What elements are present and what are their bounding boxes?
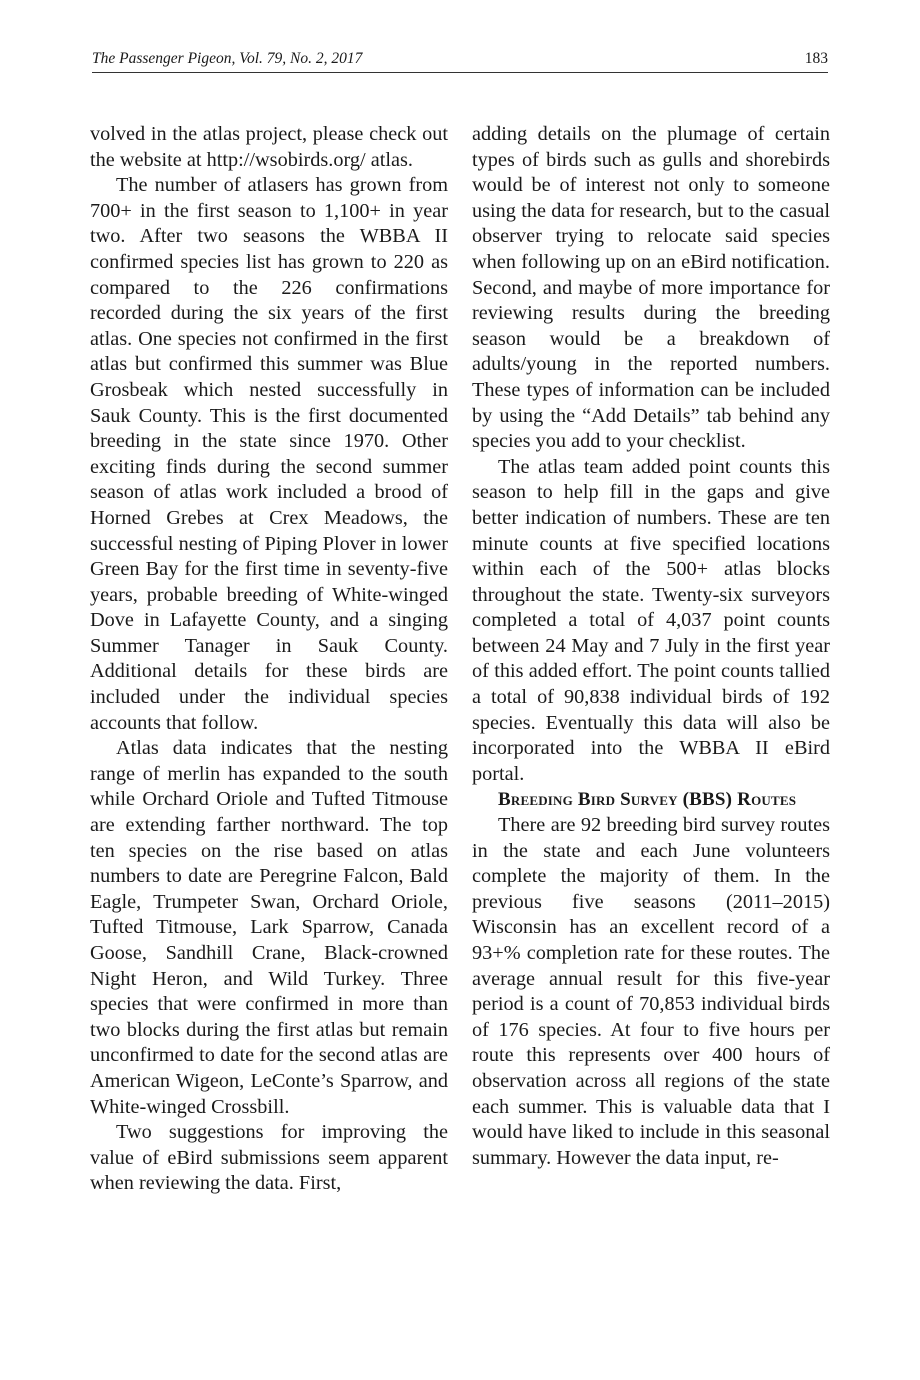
journal-citation: The Passenger Pigeon, Vol. 79, No. 2, 2017: [92, 50, 363, 67]
left-paragraph-1: volved in the atlas project, please check out the website at http://wsobirds.org/ atlas.: [90, 123, 448, 171]
right-paragraph-1: adding details on the plumage of certain types of birds such as gulls and shorebirds would be of interest not only to someone using the data for research, but to the casual observer trying to relocate said species when following up on an eBird notification. Second, and maybe of more importance for reviewing results during the breeding season would be a breakdown of adults/young in the reported numbers. These types of information can be included by using the “Add Details” tab behind any species you add to your checklist.: [472, 123, 830, 453]
right-paragraph-3: There are 92 breeding bird survey routes in the state and each June volunteers complete the majority of them. In the previous five seasons (2011–2015) Wisconsin has an excellent record of a 93+% completion rate for these routes. The average annual result for this five-year period is a count of 70,853 individual birds of 176 species. At four to five hours per route this represents over 400 hours of observation across all regions of the state each summer. This is valuable data that I would have liked to include in this seasonal summary. However the data input, re-: [472, 814, 830, 1169]
running-header: [92, 50, 828, 73]
section-heading-text: Breeding Bird Survey (BBS) Routes: [498, 789, 797, 811]
left-column: [90, 122, 448, 1197]
page-number: 183: [804, 50, 828, 67]
left-paragraph-2: The number of atlasers has grown from 700+ in the first season to 1,100+ in year two. After two seasons the WBBA II confirmed species list has grown to 220 as compared to the 226 confirmations recorded during the six years of the first atlas. One species not confirmed in the first atlas but confirmed this summer was Blue Grosbeak which nested successfully in Sauk County. This is the first documented breeding in the state since 1970. Other exciting finds during the second summer season of atlas work included a brood of Horned Grebes at Crex Meadows, the successful nesting of Piping Plover in lower Green Bay for the first time in seventy-five years, probable breeding of White-winged Dove in Lafayette County, and a singing Summer Tanager in Sauk County. Additional details for these birds are included under the individual species accounts that follow.: [90, 174, 448, 734]
right-paragraph-2: The atlas team added point counts this season to help fill in the gaps and give better indication of numbers. These are ten minute counts at five specified locations within each of the 500+ atlas blocks throughout the state. Twenty-six surveyors completed a total of 4,037 point counts between 24 May and 7 July in the first year of this added effort. The point counts tallied a total of 90,838 individual birds of 192 species. Eventually this data will also be incorporated into the WBBA II eBird portal.: [472, 455, 830, 785]
left-paragraph-3: Atlas data indicates that the nesting range of merlin has expanded to the south while Orchard Oriole and Tufted Titmouse are extending farther northward. The top ten species on the rise based on atlas numbers to date are Peregrine Falcon, Bald Eagle, Trumpeter Swan, Orchard Oriole, Tufted Titmouse, Lark Sparrow, Canada Goose, Sandhill Crane, Black-crowned Night Heron, and Wild Turkey. Three species that were confirmed in more than two blocks during the first atlas but remain unconfirmed to date for the second atlas are American Wigeon, LeConte’s Sparrow, and White-winged Crossbill.: [90, 737, 448, 1118]
left-paragraph-4: Two suggestions for improving the value of eBird submissions seem apparent when reviewing the data. First,: [90, 1121, 448, 1195]
right-column: [472, 122, 830, 1171]
section-heading: [472, 787, 830, 813]
